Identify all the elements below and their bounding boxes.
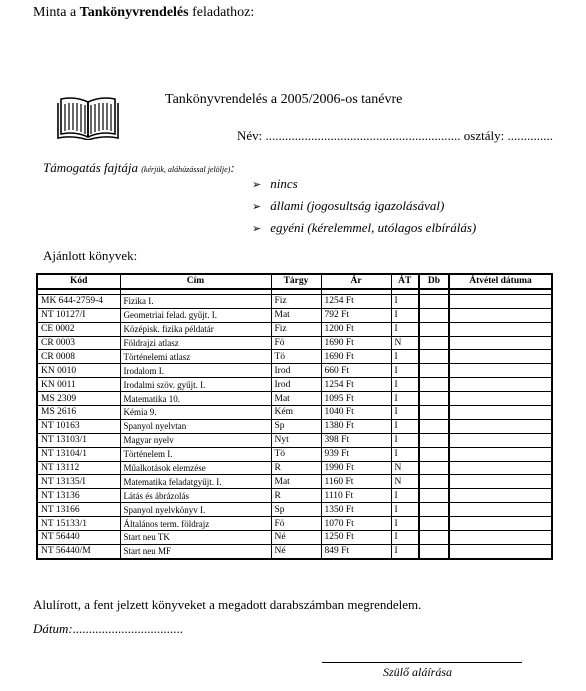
cell-code: NT 56440/M <box>37 544 120 558</box>
cell-at: I <box>391 322 419 336</box>
quantity-input-cell[interactable] <box>419 308 449 322</box>
open-book-icon <box>55 94 121 140</box>
cell-at: I <box>391 433 419 447</box>
cell-subject: Sp <box>271 503 321 517</box>
heading-bold: Tankönyvrendelés <box>79 5 189 20</box>
cell-code: NT 15133/1 <box>37 517 120 531</box>
cell-price: 1200 Ft <box>321 322 391 336</box>
cell-subject: Irod <box>271 378 321 392</box>
quantity-input-cell[interactable] <box>419 461 449 475</box>
quantity-input-cell[interactable] <box>419 406 449 420</box>
cell-subject: Nyt <box>271 433 321 447</box>
pickup-date-cell[interactable] <box>449 475 552 489</box>
table-row <box>37 489 552 503</box>
quantity-input-cell[interactable] <box>419 503 449 517</box>
cell-code: MS 2616 <box>37 406 120 420</box>
cell-at: I <box>391 419 419 433</box>
table-row <box>37 392 552 406</box>
date-label: Dátum: <box>33 621 73 636</box>
cell-title: Irodalom I. <box>120 364 271 378</box>
support-type-text: Támogatás fajtája <box>43 160 138 175</box>
cell-price: 792 Ft <box>321 308 391 322</box>
cell-price: 1040 Ft <box>321 406 391 420</box>
cell-at: N <box>391 336 419 350</box>
books-table <box>36 273 553 560</box>
cell-subject: Fö <box>271 517 321 531</box>
table-row <box>37 531 552 545</box>
signature-line[interactable] <box>322 662 522 663</box>
pickup-date-cell[interactable] <box>449 461 552 475</box>
cell-at: I <box>391 544 419 558</box>
column-header-title: Cím <box>120 274 271 289</box>
support-option-none[interactable] <box>252 176 298 192</box>
cell-price: 1350 Ft <box>321 503 391 517</box>
pickup-date-cell[interactable] <box>449 336 552 350</box>
cell-code: KN 0010 <box>37 364 120 378</box>
table-row <box>37 419 552 433</box>
cell-at: I <box>391 489 419 503</box>
form-title: Tankönyvrendelés a 2005/2006-os tanévre <box>165 92 403 107</box>
cell-subject: Kém <box>271 406 321 420</box>
cell-title: Irodalmi szöv. gyűjt. I. <box>120 378 271 392</box>
cell-at: I <box>391 531 419 545</box>
cell-subject: Tö <box>271 447 321 461</box>
pickup-date-cell[interactable] <box>449 503 552 517</box>
cell-title: Műalkotások elemzése <box>120 461 271 475</box>
pickup-date-cell[interactable] <box>449 544 552 558</box>
cell-title: Matematika 10. <box>120 392 271 406</box>
support-hint: (kérjük, aláhúzással jelölje) <box>141 165 231 174</box>
pickup-date-cell[interactable] <box>449 517 552 531</box>
cell-at: I <box>391 378 419 392</box>
cell-at: I <box>391 364 419 378</box>
support-option-state[interactable] <box>252 198 444 214</box>
cell-subject: Sp <box>271 419 321 433</box>
cell-code: MS 2309 <box>37 392 120 406</box>
cell-price: 1250 Ft <box>321 531 391 545</box>
cell-title: Matematika feladatgyűjt. I. <box>120 475 271 489</box>
cell-code: NT 13112 <box>37 461 120 475</box>
cell-subject: Mat <box>271 392 321 406</box>
table-row <box>37 322 552 336</box>
cell-at: I <box>391 517 419 531</box>
date-dots: .................................. <box>72 621 184 636</box>
pickup-date-cell[interactable] <box>449 406 552 420</box>
quantity-input-cell[interactable] <box>419 322 449 336</box>
table-row <box>37 544 552 558</box>
table-row <box>37 364 552 378</box>
cell-title: Látás és ábrázolás <box>120 489 271 503</box>
cell-price: 1254 Ft <box>321 378 391 392</box>
cell-at: I <box>391 503 419 517</box>
cell-at: I <box>391 308 419 322</box>
cell-at: I <box>391 447 419 461</box>
pickup-date-cell[interactable] <box>449 364 552 378</box>
column-header-quantity: Db <box>419 274 449 289</box>
pickup-date-cell[interactable] <box>449 419 552 433</box>
cell-title: Földrajzi atlasz <box>120 336 271 350</box>
heading-suffix: feladathoz: <box>188 5 255 20</box>
support-option-label: egyéni (kérelemmel, utólagos elbírálás) <box>270 220 477 235</box>
cell-code: NT 10163 <box>37 419 120 433</box>
column-header-at: ÁT <box>391 274 419 289</box>
cell-code: NT 13135/I <box>37 475 120 489</box>
cell-code: NT 13166 <box>37 503 120 517</box>
arrow-bullet-icon: ➢ <box>252 179 262 191</box>
column-header-code: Kód <box>37 274 120 289</box>
cell-at: I <box>391 294 419 308</box>
cell-title: Fizika I. <box>120 294 271 308</box>
cell-price: 1254 Ft <box>321 294 391 308</box>
quantity-input-cell[interactable] <box>419 364 449 378</box>
pickup-date-cell[interactable] <box>449 378 552 392</box>
cell-title: Kémia 9. <box>120 406 271 420</box>
cell-subject: R <box>271 489 321 503</box>
pickup-date-cell[interactable] <box>449 433 552 447</box>
quantity-input-cell[interactable] <box>419 392 449 406</box>
cell-price: 660 Ft <box>321 364 391 378</box>
table-row <box>37 308 552 322</box>
table-row <box>37 475 552 489</box>
table-row <box>37 517 552 531</box>
cell-code: NT 56440 <box>37 531 120 545</box>
quantity-input-cell[interactable] <box>419 489 449 503</box>
table-row <box>37 350 552 364</box>
cell-subject: Né <box>271 531 321 545</box>
signature-label: Szülő aláírása <box>383 665 453 679</box>
cell-price: 1990 Ft <box>321 461 391 475</box>
cell-subject: Tö <box>271 350 321 364</box>
cell-title: Spanyol nyelvkönyv I. <box>120 503 271 517</box>
pickup-date-cell[interactable] <box>449 294 552 308</box>
heading-prefix: Minta a <box>33 5 80 20</box>
table-row <box>37 503 552 517</box>
cell-code: KN 0011 <box>37 378 120 392</box>
cell-title: Start neu MF <box>120 544 271 558</box>
cell-title: Történelem I. <box>120 447 271 461</box>
pickup-date-cell[interactable] <box>449 392 552 406</box>
cell-subject: Mat <box>271 308 321 322</box>
column-header-subject: Tárgy <box>271 274 321 289</box>
cell-title: Történelemi atlasz <box>120 350 271 364</box>
arrow-bullet-icon: ➢ <box>252 223 262 235</box>
table-row <box>37 461 552 475</box>
cell-subject: R <box>271 461 321 475</box>
pickup-date-cell[interactable] <box>449 489 552 503</box>
table-header-row <box>37 274 552 289</box>
table-row <box>37 406 552 420</box>
cell-price: 1690 Ft <box>321 336 391 350</box>
cell-code: CE 0002 <box>37 322 120 336</box>
cell-price: 1380 Ft <box>321 419 391 433</box>
cell-title: Középisk. fizika példatár <box>120 322 271 336</box>
cell-at: I <box>391 406 419 420</box>
cell-code: CR 0008 <box>37 350 120 364</box>
cell-price: 1095 Ft <box>321 392 391 406</box>
cell-price: 398 Ft <box>321 433 391 447</box>
quantity-input-cell[interactable] <box>419 433 449 447</box>
cell-title: Spanyol nyelvtan <box>120 419 271 433</box>
cell-price: 1690 Ft <box>321 350 391 364</box>
quantity-input-cell[interactable] <box>419 378 449 392</box>
cell-title: Geometriai felad. gyűjt. I. <box>120 308 271 322</box>
cell-at: N <box>391 461 419 475</box>
cell-at: N <box>391 475 419 489</box>
support-colon: : <box>230 160 235 175</box>
pickup-date-cell[interactable] <box>449 531 552 545</box>
cell-subject: Fiz <box>271 322 321 336</box>
cell-at: I <box>391 350 419 364</box>
quantity-input-cell[interactable] <box>419 419 449 433</box>
pickup-date-cell[interactable] <box>449 322 552 336</box>
quantity-input-cell[interactable] <box>419 447 449 461</box>
cell-subject: Né <box>271 544 321 558</box>
cell-code: NT 13103/1 <box>37 433 120 447</box>
quantity-input-cell[interactable] <box>419 544 449 558</box>
cell-subject: Mat <box>271 475 321 489</box>
cell-code: NT 13136 <box>37 489 120 503</box>
pickup-date-cell[interactable] <box>449 350 552 364</box>
cell-subject: Fö <box>271 336 321 350</box>
column-header-pickup-date: Átvétel dátuma <box>449 274 552 289</box>
cell-price: 1110 Ft <box>321 489 391 503</box>
quantity-input-cell[interactable] <box>419 294 449 308</box>
cell-price: 1070 Ft <box>321 517 391 531</box>
cell-code: NT 10127/I <box>37 308 120 322</box>
cell-price: 849 Ft <box>321 544 391 558</box>
pickup-date-cell[interactable] <box>449 308 552 322</box>
support-type-label <box>43 160 235 176</box>
table-row <box>37 336 552 350</box>
table-row <box>37 378 552 392</box>
quantity-input-cell[interactable] <box>419 531 449 545</box>
confirmation-text: Alulírott, a fent jelzett könyveket a megadott darabszámban megrendelem. <box>33 597 422 612</box>
cell-subject: Irod <box>271 364 321 378</box>
cell-code: CR 0003 <box>37 336 120 350</box>
page-heading <box>33 5 254 21</box>
support-option-label: állami (jogosultság igazolásával) <box>270 198 445 213</box>
cell-code: MK 644-2759-4 <box>37 294 120 308</box>
quantity-input-cell[interactable] <box>419 350 449 364</box>
cell-price: 1160 Ft <box>321 475 391 489</box>
support-option-label: nincs <box>270 176 298 191</box>
date-field[interactable] <box>33 621 183 637</box>
cell-title: Magyar nyelv <box>120 433 271 447</box>
cell-code: NT 13104/1 <box>37 447 120 461</box>
cell-price: 939 Ft <box>321 447 391 461</box>
table-row <box>37 447 552 461</box>
arrow-bullet-icon: ➢ <box>252 201 262 213</box>
quantity-input-cell[interactable] <box>419 517 449 531</box>
cell-title: Általános term. földrajz <box>120 517 271 531</box>
recommended-books-label: Ajánlott könyvek: <box>43 248 138 263</box>
pickup-date-cell[interactable] <box>449 447 552 461</box>
table-row <box>37 433 552 447</box>
cell-title: Start neu TK <box>120 531 271 545</box>
cell-at: I <box>391 392 419 406</box>
table-row <box>37 294 552 308</box>
cell-subject: Fiz <box>271 294 321 308</box>
name-class-field[interactable]: Név: ............................................................ osztály: .............. <box>237 128 553 143</box>
quantity-input-cell[interactable] <box>419 475 449 489</box>
quantity-input-cell[interactable] <box>419 336 449 350</box>
column-header-price: Ár <box>321 274 391 289</box>
support-option-individual[interactable] <box>252 220 476 236</box>
